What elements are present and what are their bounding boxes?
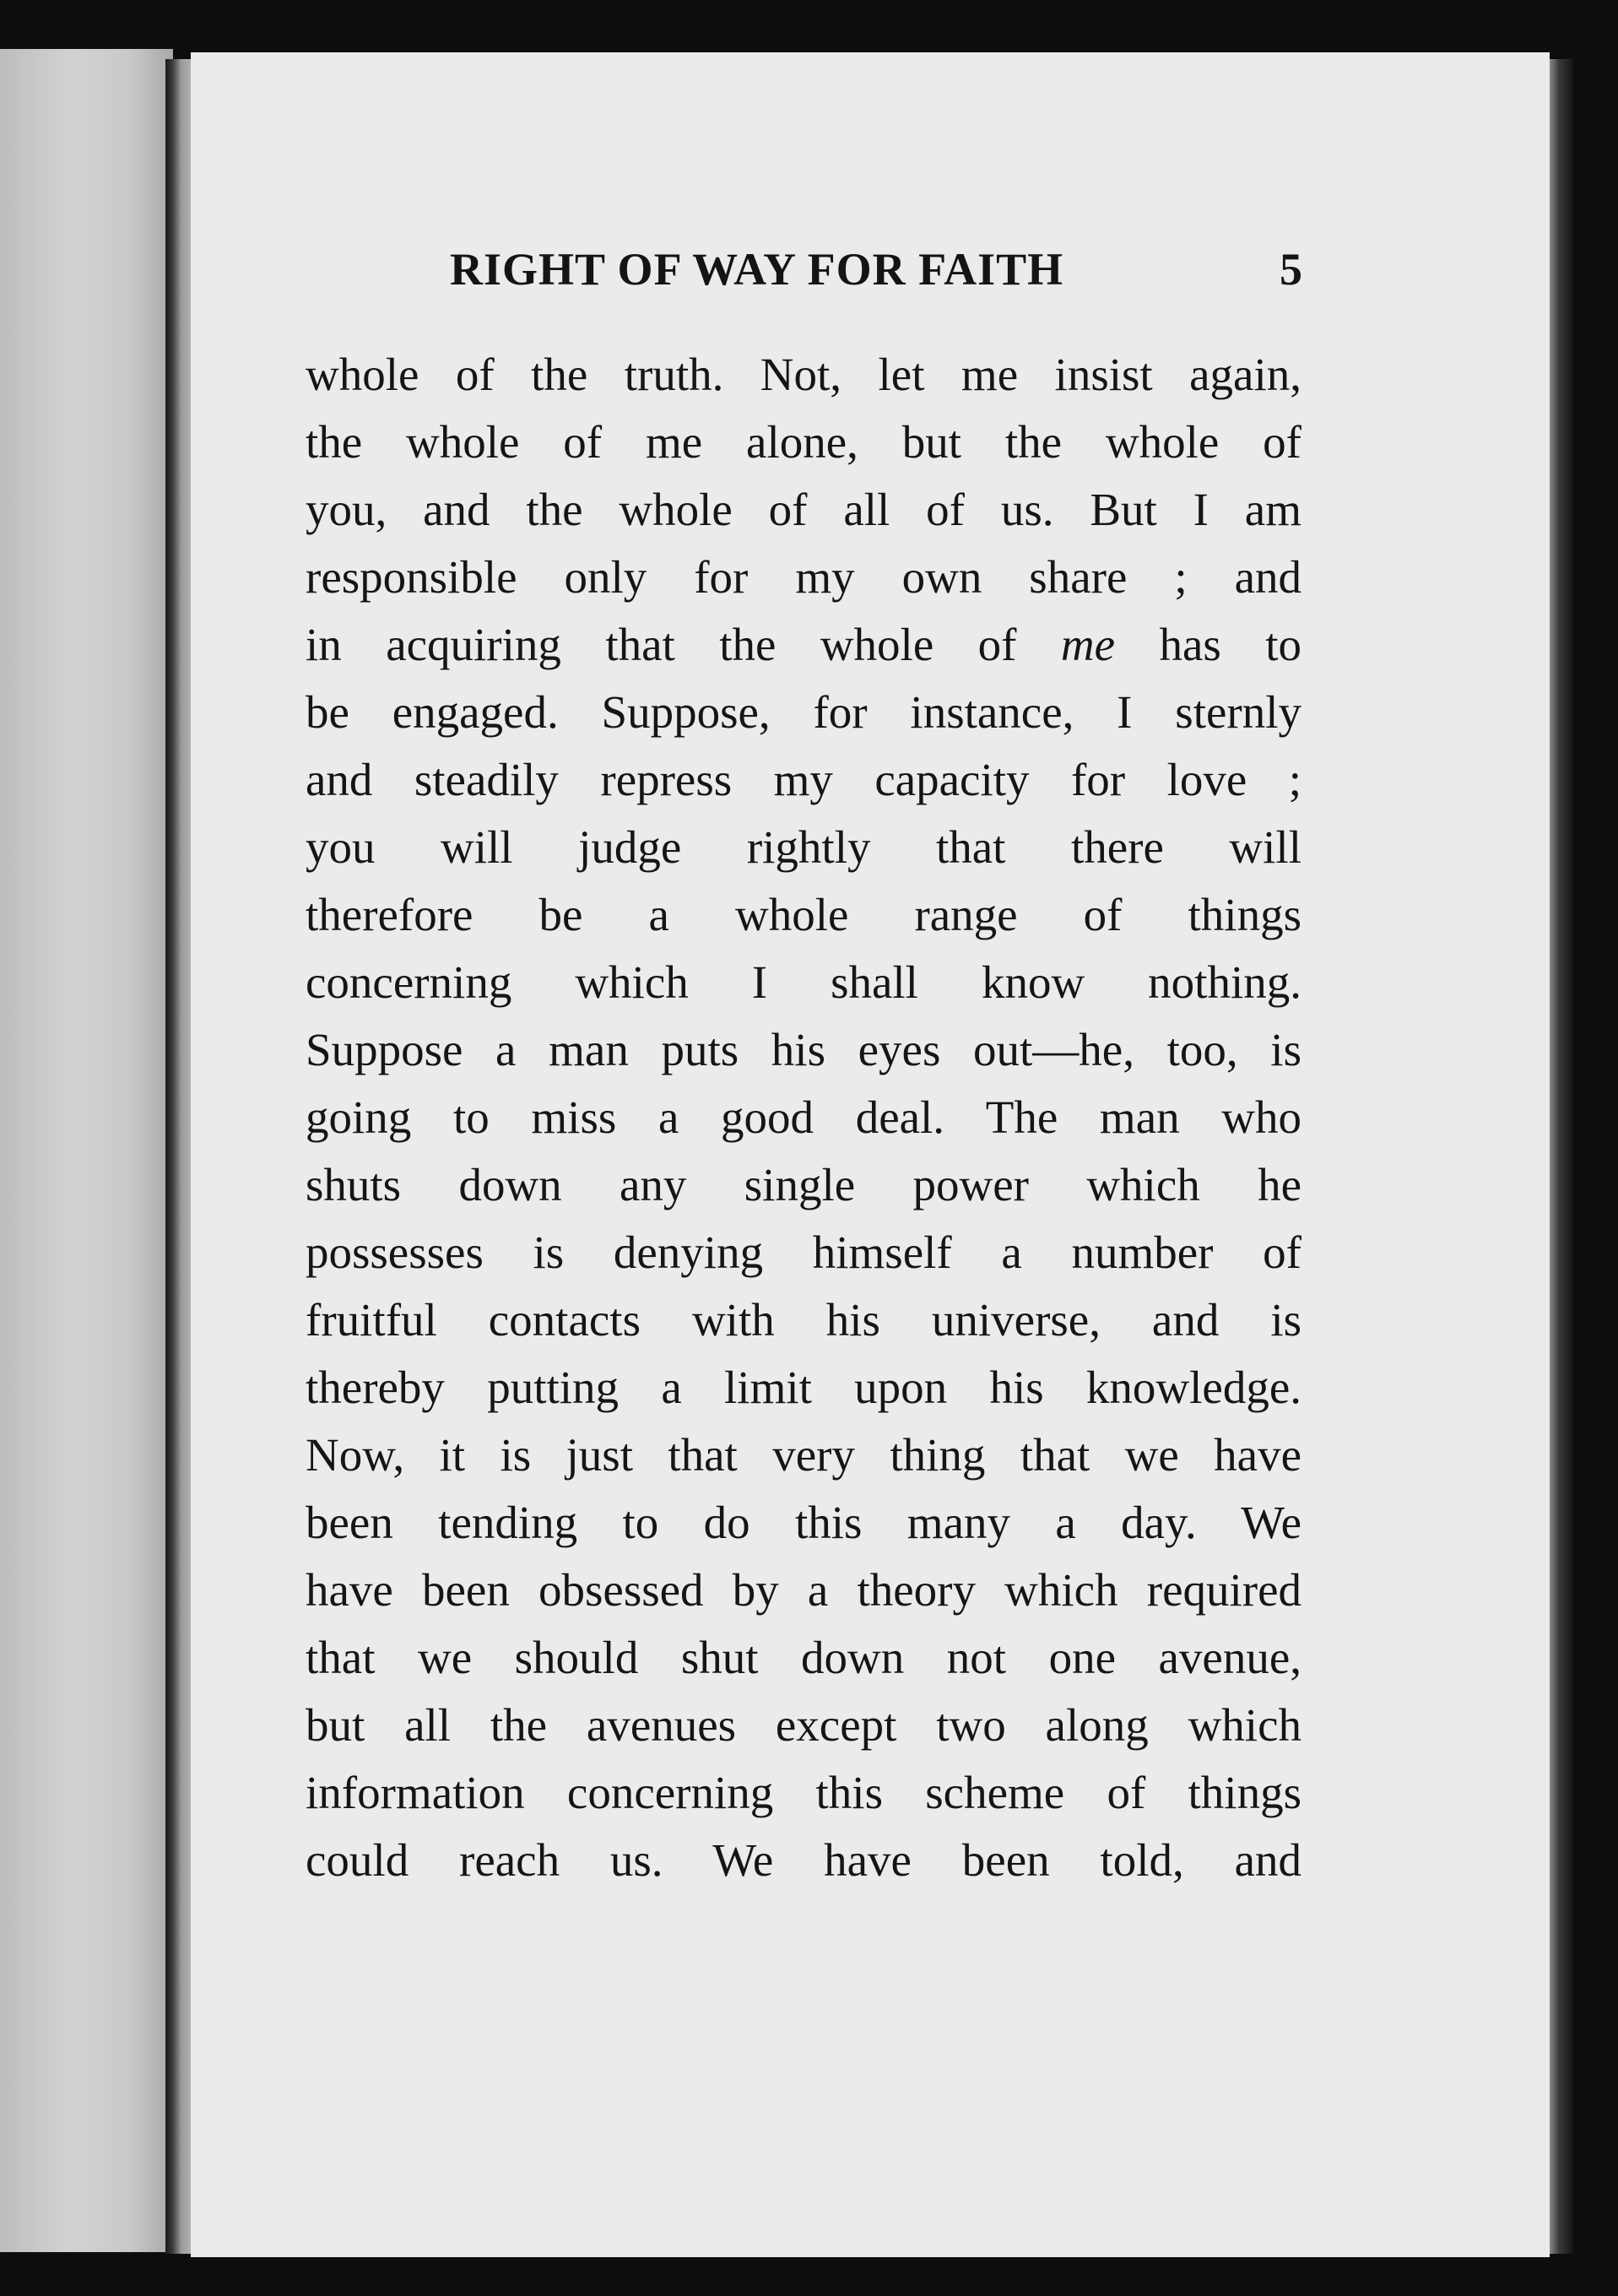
text-line: Suppose a man puts his eyes out—he, too, is [306,1024,1301,1075]
page-number: 5 [1280,244,1302,295]
text-line: but all the avenues except two along which [306,1699,1301,1751]
emphasis: me [1060,619,1116,670]
text-line: fruitful contacts with his universe, and is [306,1294,1301,1346]
text-line: Now, it is just that very thing that we have [306,1429,1301,1481]
facing-page-edge [0,49,173,2252]
text-line: responsible only for my own share ; and [306,551,1301,603]
running-head [450,243,1302,302]
text-line: that we should shut down not one avenue, [306,1632,1301,1683]
text-line: the whole of me alone, but the whole of [306,416,1301,468]
text-line: you will judge rightly that there will [306,821,1301,873]
text-line: in acquiring that the whole of me has to [306,619,1301,670]
text-line: possesses is denying himself a number of [306,1227,1301,1278]
book-gutter [165,59,194,2254]
text-line: going to miss a good deal. The man who [306,1091,1301,1143]
text-line: therefore be a whole range of things [306,889,1301,940]
page-edge-shadow [1550,59,1573,2254]
text-line: concerning which I shall know nothing. [306,956,1301,1008]
text-line: information concerning this scheme of things [306,1767,1301,1818]
text-line: been tending to do this many a day. We [306,1497,1301,1548]
body-text [306,341,1301,1894]
text-line: have been obsessed by a theory which required [306,1564,1301,1616]
text-line: and steadily repress my capacity for love ; [306,754,1301,805]
text-line: whole of the truth. Not, let me insist again, [306,349,1301,400]
running-head-title: RIGHT OF WAY FOR FAITH [450,244,1064,295]
text-line: thereby putting a limit upon his knowledge. [306,1362,1301,1413]
text-line: could reach us. We have been told, and [306,1834,1301,1886]
text-line: shuts down any single power which he [306,1159,1301,1210]
text-line: be engaged. Suppose, for instance, I sternly [306,686,1301,738]
text-line: you, and the whole of all of us. But I am [306,484,1301,535]
